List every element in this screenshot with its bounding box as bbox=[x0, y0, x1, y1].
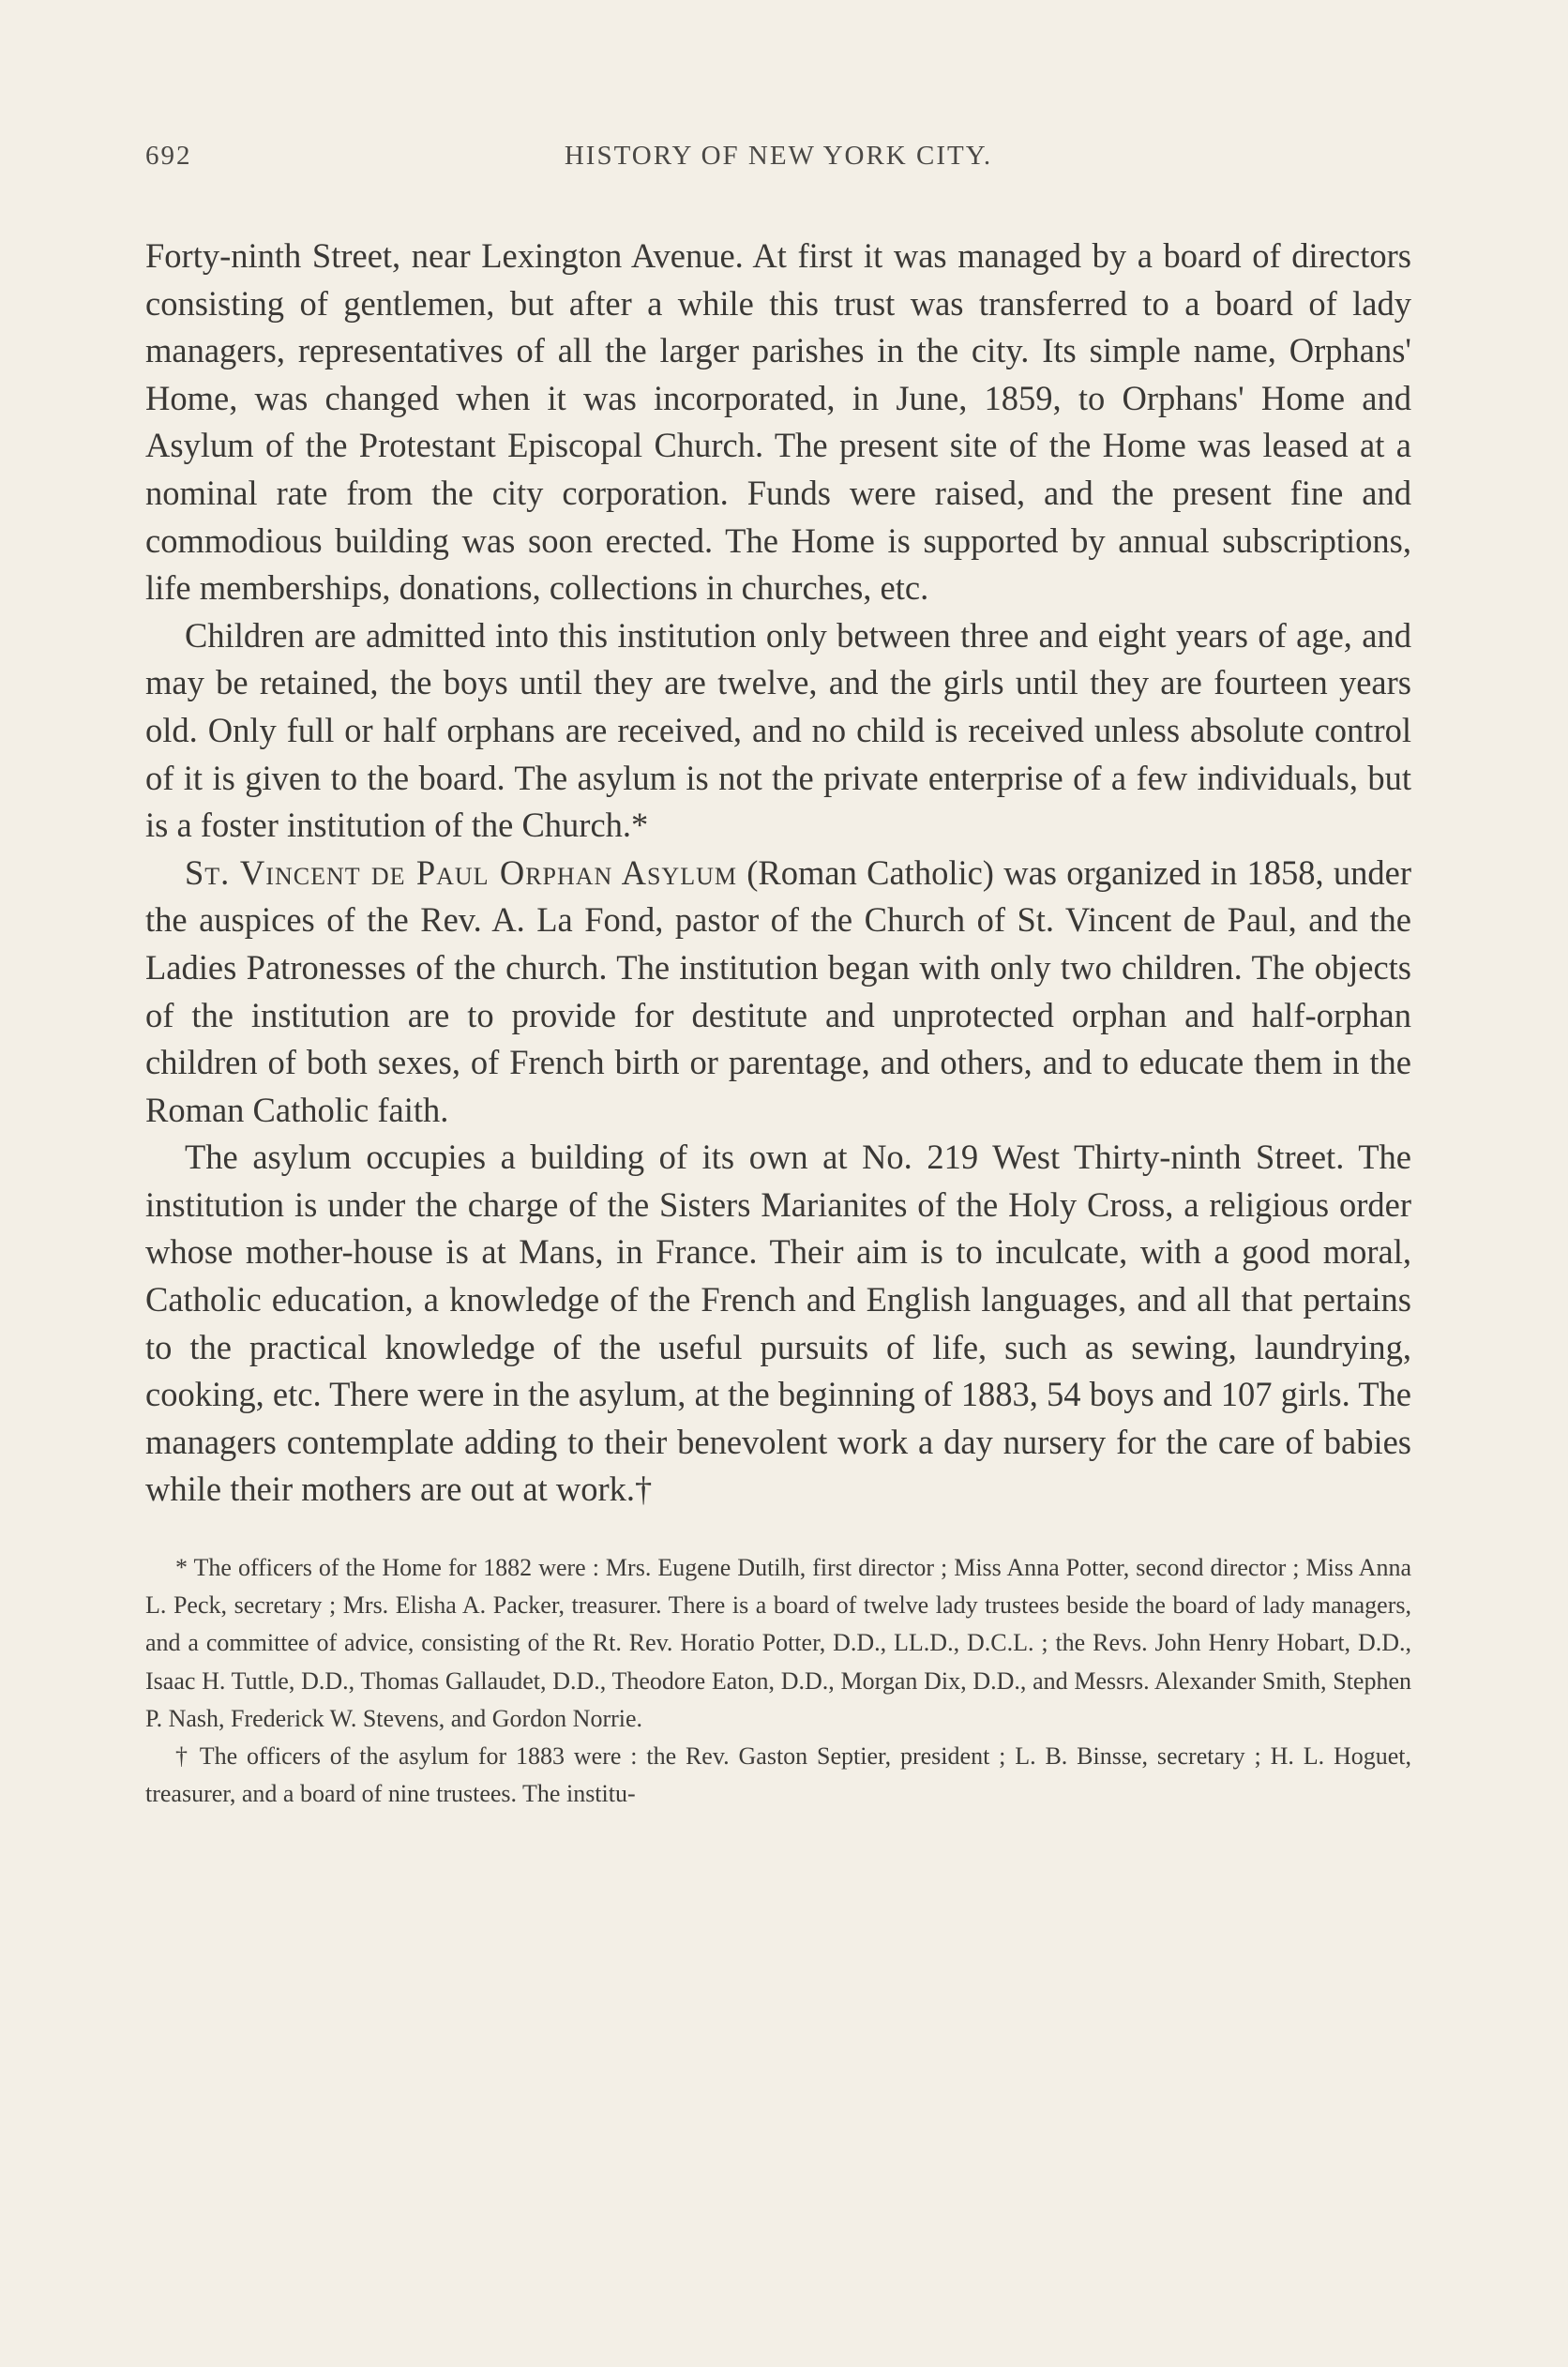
footnote-dagger: † The officers of the asylum for 1883 were : the Rev. Gaston Septier, president ; L. B. Binsse, secretary ; H. L. Hoguet, treasurer, and a board of nine trustees. The institu- bbox=[145, 1742, 1411, 1808]
paragraph-orphans-home-history: Forty-ninth Street, near Lexington Avenue. At first it was managed by a board of directors consisting of gentlemen, but after a while this trust was transferred to a board of lady managers, representatives of all the larger parishes in the city. Its simple name, Orphans' Home, was changed when it was incorporated, in June, 1859, to Orphans' Home and Asylum of the Protestant Episcopal Church. The present site of the Home was leased at a nominal rate from the city corporation. Funds were raised, and the present fine and commodious building was soon erected. The Home is supported by annual subscriptions, life memberships, donations, collections in churches, etc. bbox=[145, 236, 1411, 608]
paragraph-admission-rules: Children are admitted into this institution only between three and eight years of age, and may be retained, the boys until they are twelve, and the girls until they are fourteen years old. Only full or half orphans are received, and no child is received unless absolute control of it is given to the board. The asylum is not the private enterprise of a few individuals, but is a foster institution of the Church.* bbox=[145, 615, 1411, 845]
footnote-asterisk: * The officers of the Home for 1882 were : Mrs. Eugene Dutilh, first director ; Miss Anna Potter, second director ; Miss Anna L. Peck, secretary ; Mrs. Elisha A. Packer, treasurer. There is a board of twelve lady trustees beside the board of lady managers, and a committee of advice, consisting of the Rt. Rev. Horatio Potter, D.D., LL.D., D.C.L. ; the Revs. John Henry Hobart, D.D., Isaac H. Tuttle, D.D., Thomas Gallaudet, D.D., Theodore Eaton, D.D., Morgan Dix, D.D., and Messrs. Alexander Smith, Stephen P. Nash, Frederick W. Stevens, and Gordon Norrie. bbox=[145, 1554, 1411, 1732]
asylum-description: (Roman Catholic) was organized in 1858, under the auspices of the Rev. A. La Fond, pastor of the Church of St. Vincent de Paul, and the Ladies Patronesses of the church. The institution began with only two children. The objects of the institution are to provide for destitute and unprotected orphan and half-orphan children of both sexes, of French birth or parentage, and others, and to educate them in the Roman Catholic faith. bbox=[145, 852, 1411, 1129]
paragraph-st-vincent-asylum bbox=[145, 850, 1411, 1135]
paragraph-asylum-building: The asylum occupies a building of its own at No. 219 West Thirty-ninth Street. The institution is under the charge of the Sisters Marianites of the Holy Cross, a religious order whose mother-house is at Mans, in France. Their aim is to inculcate, with a good moral, Catholic education, a knowledge of the French and English languages, and all that pertains to the practical knowledge of the useful pursuits of life, such as sewing, laundrying, cooking, etc. There were in the asylum, at the beginning of 1883, 54 boys and 107 girls. The managers contemplate adding to their benevolent work a day nursery for the care of babies while their mothers are out at work.† bbox=[145, 1138, 1411, 1509]
asylum-name-heading: St. Vincent de Paul Orphan Asylum bbox=[185, 852, 737, 892]
body-text bbox=[145, 233, 1411, 1514]
running-head bbox=[145, 141, 1411, 178]
book-page bbox=[145, 141, 1411, 1813]
footnotes bbox=[145, 1549, 1411, 1813]
page-number: 692 bbox=[145, 141, 192, 171]
running-title: HISTORY OF NEW YORK CITY. bbox=[564, 141, 993, 171]
